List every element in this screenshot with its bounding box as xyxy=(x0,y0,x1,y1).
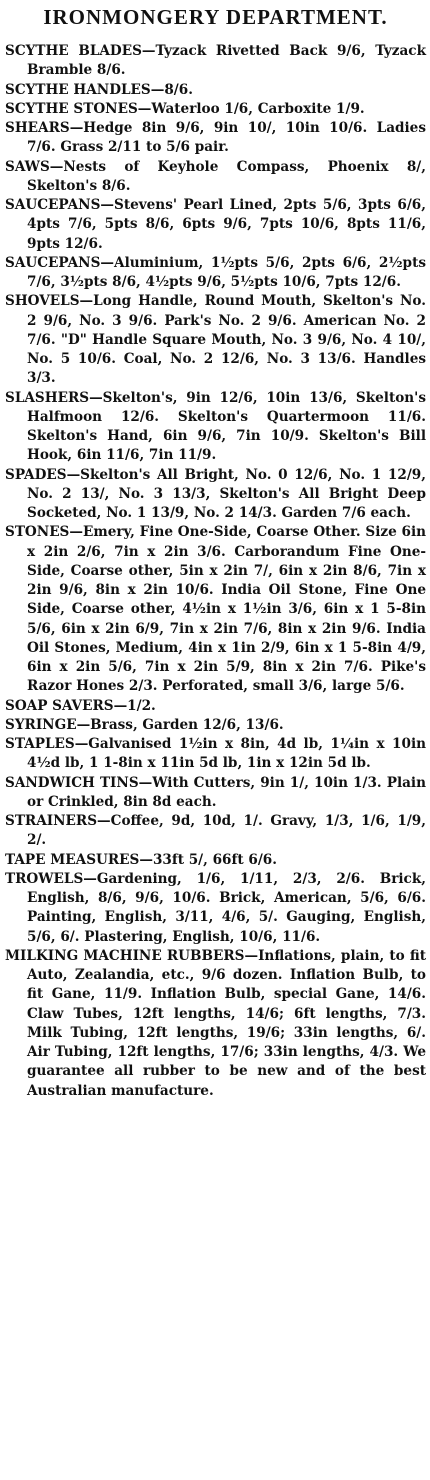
item-description: —Waterloo 1/6, Carboxite 1/9. xyxy=(137,100,365,117)
item-description: —With Cutters, 9in 1/, 10in 1/3. Plain or Crinkled, 8in 8d each. xyxy=(27,774,426,810)
item-description: —8/6. xyxy=(150,81,193,98)
item-description: —Nests of Keyhole Compass, Phoenix 8/, Skelton's 8/6. xyxy=(27,158,426,194)
price-entry xyxy=(5,42,426,81)
item-description: —Gardening, 1/6, 1/11, 2/3, 2/6. Brick, English, 8/6, 9/6, 10/6. Brick, American, 5/6, 6/6. Painting, English, 3/11, 4/6, 5/. Gauging, English, 5/6, 6/. Plastering, English, 10/6, 11/6. xyxy=(27,870,426,945)
item-description: —33ft 5/, 66ft 6/6. xyxy=(139,851,277,868)
item-description: —Brass, Garden 12/6, 13/6. xyxy=(76,716,284,733)
price-entry xyxy=(5,119,426,158)
item-description: —Long Handle, Round Mouth, Skelton's No. 2 9/6, No. 3 9/6. Park's No. 2 9/6. American No. 2 7/6. "D" Handle Square Mouth, No. 3 9/6, No. 4 10/, No. 5 10/6. Coal, No. 2 12/6, No. 3 13/6. Handles 3/3. xyxy=(27,293,426,387)
item-description: —1/2. xyxy=(113,697,156,714)
item-name: STRAINERS xyxy=(5,813,98,829)
price-entry xyxy=(5,389,426,466)
item-description: —Aluminium, 1½pts 5/6, 2pts 6/6, 2½pts 7/6, 3½pts 8/6, 4½pts 9/6, 5½pts 10/6, 7pts 12/6. xyxy=(27,254,426,290)
price-entry xyxy=(5,870,426,947)
item-name: SCYTHE STONES xyxy=(5,100,138,117)
price-entry xyxy=(5,735,426,774)
item-description: —Galvanised 1½in x 8in, 4d lb, 1¼in x 10in 4½d lb, 1 1-8in x 11in 5d lb, 1in x 12in 5d lb. xyxy=(27,736,426,772)
item-description: —Emery, Fine One-Side, Coarse Other. Size 6in x 2in 2/6, 7in x 2in 3/6. Carborandum Fine One-Side, Coarse other, 5in x 2in 7/, 6in x 2in 8/6, 7in x 2in 9/6, 8in x 2in 10/6. India Oil Stone, Fine One Side, Coarse other, 4½in x 1½in 3/6, 6in x 1 5-8in 5/6, 6in x 2in 6/9, 7in x 2in 7/6, 8in x 2in 9/6. India Oil Stones, Medium, 4in x 1in 2/9, 6in x 1 5-8in 4/9, 6in x 2in 5/6, 7in x 2in 5/9, 8in x 2in 7/6. Pike's Razor Hones 2/3. Perforated, small 3/6, large 5/6. xyxy=(27,524,426,695)
entry-list xyxy=(5,42,426,1101)
price-entry xyxy=(5,81,426,100)
item-description: —Hedge 8in 9/6, 9in 10/, 10in 10/6. Ladies 7/6. Grass 2/11 to 5/6 pair. xyxy=(27,120,426,156)
item-name: TROWELS xyxy=(5,870,84,887)
item-name: SCYTHE HANDLES xyxy=(5,81,151,98)
price-entry xyxy=(5,158,426,197)
item-name: SCYTHE BLADES xyxy=(5,43,142,59)
item-name: TAPE MEASURES xyxy=(5,851,140,868)
item-description: —Stevens' Pearl Lined, 2pts 5/6, 3pts 6/6, 4pts 7/6, 5pts 8/6, 6pts 9/6, 7pts 10/6, 8pts 11/6, 9pts 12/6. xyxy=(27,197,426,252)
item-name: SYRINGE xyxy=(5,716,77,733)
price-entry xyxy=(5,851,426,870)
item-name: STAPLES xyxy=(5,736,75,752)
item-name: SLASHERS xyxy=(5,389,90,406)
price-entry xyxy=(5,292,426,388)
price-entry xyxy=(5,774,426,813)
price-entry xyxy=(5,100,426,119)
item-name: SHOVELS xyxy=(5,293,80,310)
price-entry xyxy=(5,196,426,254)
item-description: —Coffee, 9d, 10d, 1/. Gravy, 1/3, 1/6, 1/9, 2/. xyxy=(27,813,426,849)
price-entry xyxy=(5,523,426,696)
item-name: MILKING MACHINE RUBBERS xyxy=(5,947,245,964)
item-description: —Skelton's, 9in 12/6, 10in 13/6, Skelton's Halfmoon 12/6. Skelton's Quartermoon 11/6. Skelton's Hand, 6in 9/6, 7in 10/9. Skelton's Bill Hook, 6in 11/6, 7in 11/9. xyxy=(27,389,426,464)
item-name: SAUCEPANS xyxy=(5,197,101,213)
item-name: SAUCEPANS xyxy=(5,254,101,271)
item-description: —Tyzack Rivetted Back 9/6, Tyzack Bramble 8/6. xyxy=(27,43,426,79)
price-entry xyxy=(5,254,426,293)
item-description: —Inflations, plain, to fit Auto, Zealandia, etc., 9/6 dozen. Inflation Bulb, to fit Gane, 11/9. Inflation Bulb, special Gane, 14/6. Claw Tubes, 12ft lengths, 14/6; 6ft lengths, 7/3. Milk Tubing, 12ft lengths, 19/6; 33in lengths, 6/. Air Tubing, 12ft lengths, 17/6; 33in lengths, 4/3. We guarantee all rubber to be new and of the best Australian manufacture. xyxy=(27,947,426,1099)
item-name: SAWS xyxy=(5,158,50,175)
item-name: SHEARS xyxy=(5,120,70,136)
item-name: SANDWICH TINS xyxy=(5,774,139,791)
price-entry xyxy=(5,812,426,851)
price-entry xyxy=(5,697,426,716)
item-name: STONES xyxy=(5,524,70,541)
department-heading: IRONMONGERY DEPARTMENT. xyxy=(43,5,388,29)
item-description: —Skelton's All Bright, No. 0 12/6, No. 1 12/9, No. 2 13/, No. 3 13/3, Skelton's All Bright Deep Socketed, No. 1 13/9, No. 2 14/3. Garden 7/6 each. xyxy=(27,466,426,521)
price-entry xyxy=(5,947,426,1101)
price-entry xyxy=(5,716,426,735)
item-name: SPADES xyxy=(5,466,67,483)
item-name: SOAP SAVERS xyxy=(5,697,114,714)
price-entry xyxy=(5,466,426,524)
